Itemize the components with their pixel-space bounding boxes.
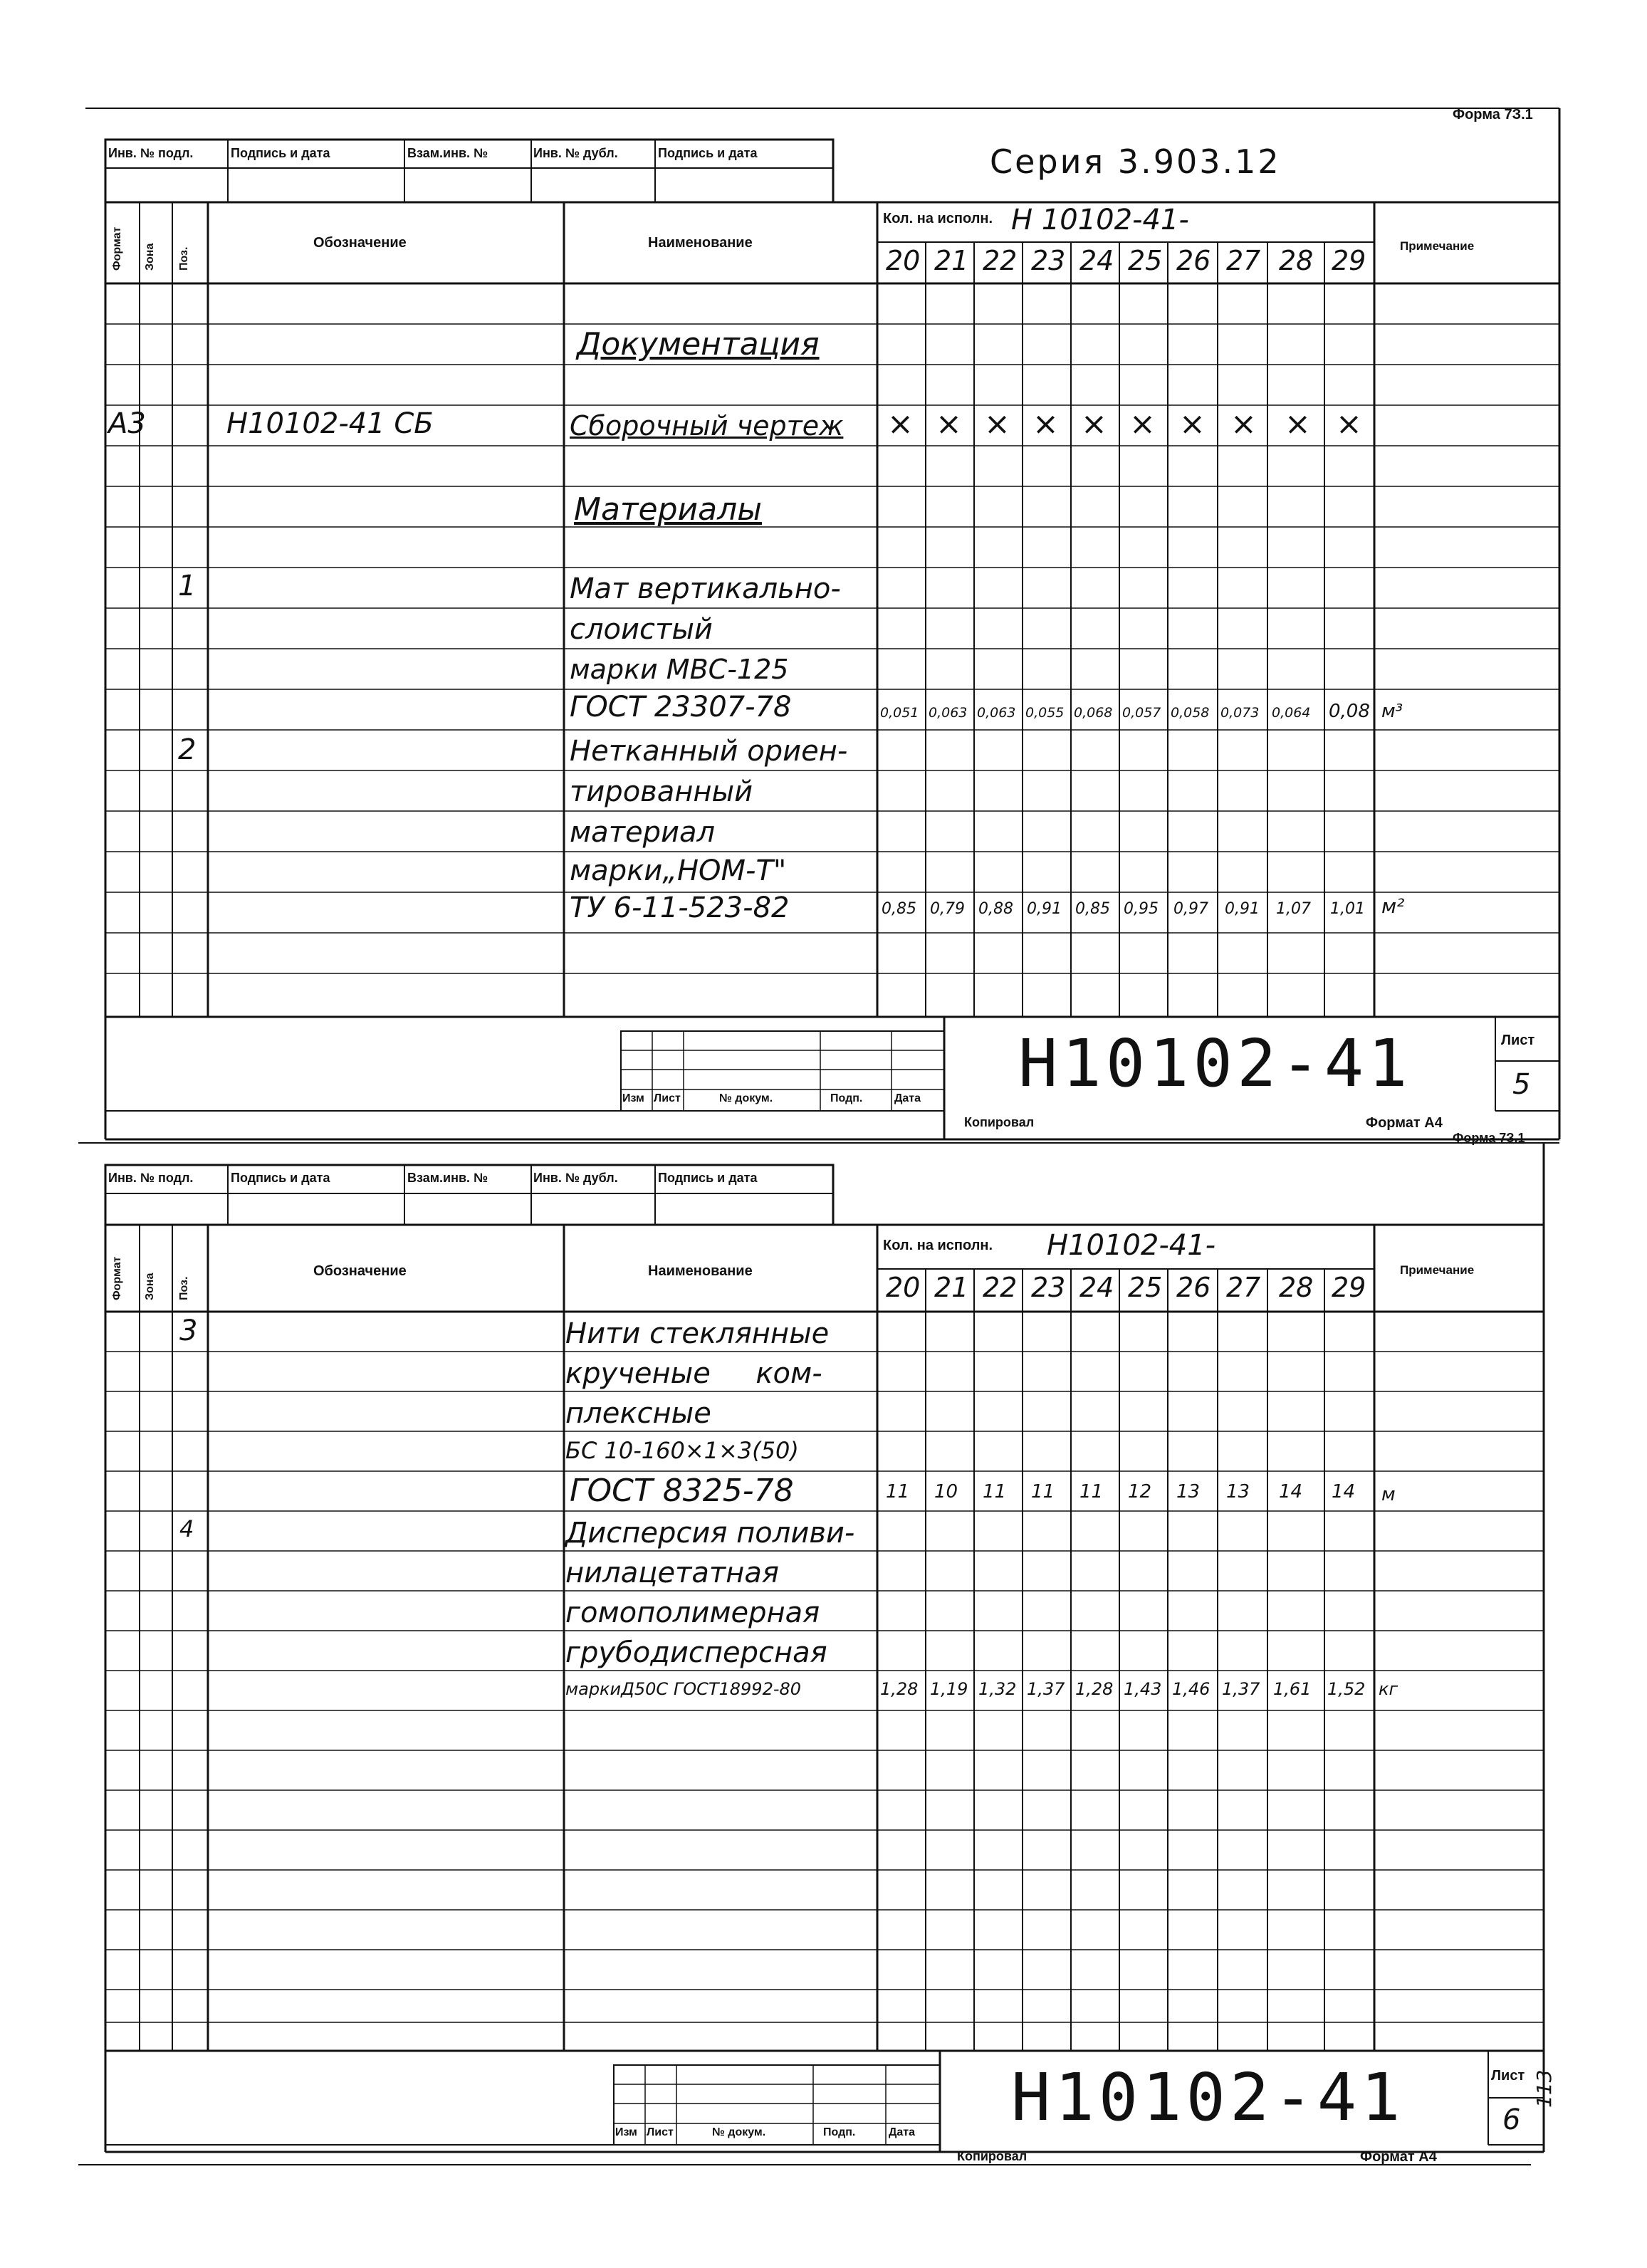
variant-24: 24 (1079, 245, 1114, 276)
col-poz: Поз. (178, 246, 190, 271)
variant2-26: 26 (1176, 1272, 1211, 1303)
item3-val-23: 11 (1031, 1481, 1055, 1503)
col2-naimenovanie: Наименование (648, 1263, 753, 1279)
item4-val-25: 1,43 (1124, 1679, 1162, 1699)
doc-mark-29: × (1336, 406, 1362, 442)
doc-format: А3 (108, 407, 146, 440)
tb1-izm: Изм (622, 1092, 644, 1104)
item4-val-28: 1,61 (1273, 1679, 1312, 1699)
col-naimenovanie: Наименование (648, 235, 753, 251)
tb2-podp: Подп. (823, 2126, 856, 2138)
item1-val-27: 0,073 (1220, 705, 1260, 721)
variant-28: 28 (1279, 245, 1314, 276)
item4-val-29: 1,52 (1327, 1679, 1366, 1699)
col-zona: Зона (144, 243, 156, 271)
variant2-23: 23 (1031, 1272, 1066, 1303)
tb1-kopiroval: Копировал (964, 1115, 1035, 1129)
stamp-podpis: Подпись и дата (231, 146, 330, 160)
stamp2-inv-dubl: Инв. № дубл. (533, 1171, 618, 1185)
item3-val-20: 11 (886, 1481, 910, 1503)
item2-val-24: 0,85 (1075, 900, 1110, 918)
item2-val-25: 0,95 (1124, 900, 1159, 918)
margin-page-number: 113 (1532, 2069, 1556, 2108)
item2-val-20: 0,85 (882, 900, 916, 918)
item2-line-4: марки„НОМ-Т" (570, 855, 787, 887)
seria-title: Серия 3.903.12 (990, 142, 1281, 181)
tb2-format: Формат А4 (1360, 2149, 1437, 2165)
tb2-nom-dokum: № докум. (712, 2126, 766, 2138)
forma-label-2: Форма 7З.1 (1453, 1131, 1525, 1145)
col2-primechanie: Примечание (1400, 1263, 1475, 1277)
doc-name: Сборочный чертеж (570, 410, 844, 441)
item1-val-28: 0,064 (1272, 705, 1311, 721)
doc-mark-24: × (1081, 406, 1107, 442)
item3-val-21: 10 (934, 1481, 958, 1503)
item3-val-22: 11 (983, 1481, 1007, 1503)
doc-mark-22: × (984, 406, 1010, 442)
doc-mark-28: × (1285, 406, 1311, 442)
tb1-podp: Подп. (830, 1092, 863, 1104)
item2-line-1: Нетканный ориен- (570, 735, 848, 768)
variant2-29: 29 (1332, 1272, 1366, 1303)
item1-line-2: слоистый (570, 613, 713, 646)
variant2-27: 27 (1226, 1272, 1261, 1303)
kol-code-2: Н10102-41- (1047, 1229, 1216, 1262)
item4-val-20: 1,28 (880, 1679, 919, 1699)
item3-unit: м (1381, 1484, 1396, 1505)
item2-line-3: материал (570, 816, 716, 849)
item3-val-25: 12 (1128, 1481, 1152, 1503)
variant2-20: 20 (886, 1272, 921, 1303)
item1-val-26: 0,058 (1171, 705, 1210, 721)
item4-unit: кг (1379, 1679, 1398, 1699)
kol-code: Н 10102-41- (1011, 204, 1189, 236)
variant-26: 26 (1176, 245, 1211, 276)
item3-line-2: крученые ком- (565, 1357, 822, 1390)
col-primechanie: Примечание (1400, 239, 1475, 253)
variant2-25: 25 (1128, 1272, 1163, 1303)
variant-23: 23 (1031, 245, 1066, 276)
item2-line-2: тированный (570, 775, 753, 808)
item1-val-29: 0,08 (1329, 701, 1370, 722)
item3-line-1: Нити стеклянные (565, 1317, 830, 1350)
tb2-kopiroval: Копировал (957, 2149, 1028, 2163)
item4-val-22: 1,32 (978, 1679, 1017, 1699)
item4-line-4: грубодисперсная (565, 1636, 827, 1669)
variant-27: 27 (1226, 245, 1261, 276)
doc-mark-27: × (1230, 406, 1257, 442)
variant2-24: 24 (1079, 1272, 1114, 1303)
tb2-code: Н10102-41 (1011, 2059, 1405, 2136)
item4-val-23: 1,37 (1027, 1679, 1065, 1699)
variant2-22: 22 (983, 1272, 1018, 1303)
variant-22: 22 (983, 245, 1018, 276)
variant2-28: 28 (1279, 1272, 1314, 1303)
item3-line-5: ГОСТ 8325-78 (570, 1473, 794, 1509)
tb2-list: Лист (647, 2126, 674, 2138)
stamp-inv-dubl: Инв. № дубл. (533, 146, 618, 160)
item3-line-3: плексные (565, 1397, 711, 1430)
col-oboznachenie: Обозначение (313, 235, 407, 251)
item4-val-27: 1,37 (1222, 1679, 1260, 1699)
tb1-list-num: 5 (1512, 1068, 1531, 1101)
col2-oboznachenie: Обозначение (313, 1263, 407, 1279)
col-kol: Кол. на исполн. (883, 211, 993, 226)
item4-poz: 4 (179, 1515, 194, 1542)
item1-poz: 1 (178, 570, 197, 602)
stamp2-vzam: Взам.инв. № (407, 1171, 488, 1185)
tb1-list-label: Лист (1501, 1033, 1535, 1048)
doc-mark-23: × (1032, 406, 1059, 442)
item3-line-4: БС 10-160×1×3(50) (565, 1437, 799, 1464)
item4-line-3: гомополимерная (565, 1597, 820, 1629)
item4-val-21: 1,19 (930, 1679, 968, 1699)
variant-29: 29 (1332, 245, 1366, 276)
item2-val-23: 0,91 (1027, 900, 1062, 918)
tb2-data: Дата (889, 2126, 916, 2138)
item1-val-20: 0,051 (880, 705, 919, 721)
col2-zona: Зона (144, 1273, 156, 1300)
col-format: Формат (111, 226, 123, 271)
variant-25: 25 (1128, 245, 1163, 276)
item2-val-28: 1,07 (1276, 900, 1311, 918)
section-documentation: Документация (577, 326, 820, 362)
doc-mark-20: × (887, 406, 914, 442)
item1-val-24: 0,068 (1074, 705, 1113, 721)
col2-format: Формат (111, 1256, 123, 1300)
doc-mark-26: × (1179, 406, 1206, 442)
doc-mark-25: × (1129, 406, 1156, 442)
item1-val-23: 0,055 (1025, 705, 1065, 721)
variant-20: 20 (886, 245, 921, 276)
tb1-format: Формат А4 (1366, 1115, 1443, 1131)
tb1-list: Лист (654, 1092, 681, 1104)
item1-val-22: 0,063 (977, 705, 1016, 721)
item2-unit: м² (1381, 894, 1405, 918)
variant-21: 21 (934, 245, 969, 276)
stamp2-podpis: Подпись и дата (231, 1171, 330, 1185)
item4-line-1: Дисперсия поливи- (565, 1517, 855, 1550)
item1-line-4: ГОСТ 23307-78 (570, 691, 792, 723)
stamp2-inv-podl: Инв. № подл. (108, 1171, 194, 1185)
item2-val-27: 0,91 (1225, 900, 1260, 918)
stamp-podpis-2: Подпись и дата (658, 146, 758, 160)
tb1-data: Дата (894, 1092, 921, 1104)
section-materials: Материалы (574, 491, 762, 528)
doc-mark-21: × (936, 406, 962, 442)
stamp-inv-podl: Инв. № подл. (108, 146, 194, 160)
tb2-list-num: 6 (1502, 2104, 1521, 2136)
col2-poz: Поз. (178, 1276, 190, 1300)
item2-val-22: 0,88 (978, 900, 1013, 918)
item4-val-26: 1,46 (1172, 1679, 1211, 1699)
item3-val-27: 13 (1226, 1481, 1250, 1503)
stamp2-podpis-2: Подпись и дата (658, 1171, 758, 1185)
item1-line-3: марки МВС-125 (570, 654, 789, 685)
item3-val-26: 13 (1176, 1481, 1201, 1503)
item2-val-21: 0,79 (930, 900, 965, 918)
item4-val-24: 1,28 (1075, 1679, 1114, 1699)
item1-val-25: 0,057 (1122, 705, 1161, 721)
col2-kol: Кол. на исполн. (883, 1238, 993, 1253)
item3-val-28: 14 (1279, 1481, 1303, 1503)
item2-poz: 2 (178, 733, 197, 766)
forma-label: Форма 7З.1 (1453, 107, 1533, 122)
item4-line-5: маркиД50С ГОСТ18992-80 (565, 1679, 802, 1699)
item2-line-5: ТУ 6-11-523-82 (570, 892, 790, 924)
item1-unit: м³ (1381, 701, 1403, 722)
item4-line-2: нилацетатная (565, 1557, 779, 1589)
doc-oboznachenie: Н10102-41 СБ (226, 407, 434, 440)
item1-line-1: Мат вертикально- (570, 573, 841, 605)
item2-val-26: 0,97 (1173, 900, 1208, 918)
tb2-list-label: Лист (1491, 2068, 1525, 2084)
item3-val-24: 11 (1079, 1481, 1104, 1503)
item3-val-29: 14 (1332, 1481, 1356, 1503)
stamp-vzam: Взам.инв. № (407, 146, 488, 160)
item1-val-21: 0,063 (929, 705, 968, 721)
tb1-code: Н10102-41 (1018, 1025, 1412, 1102)
item2-val-29: 1,01 (1330, 900, 1365, 918)
tb1-nom-dokum: № докум. (719, 1092, 773, 1104)
item3-poz: 3 (179, 1315, 198, 1347)
tb2-izm: Изм (615, 2126, 637, 2138)
variant2-21: 21 (934, 1272, 969, 1303)
